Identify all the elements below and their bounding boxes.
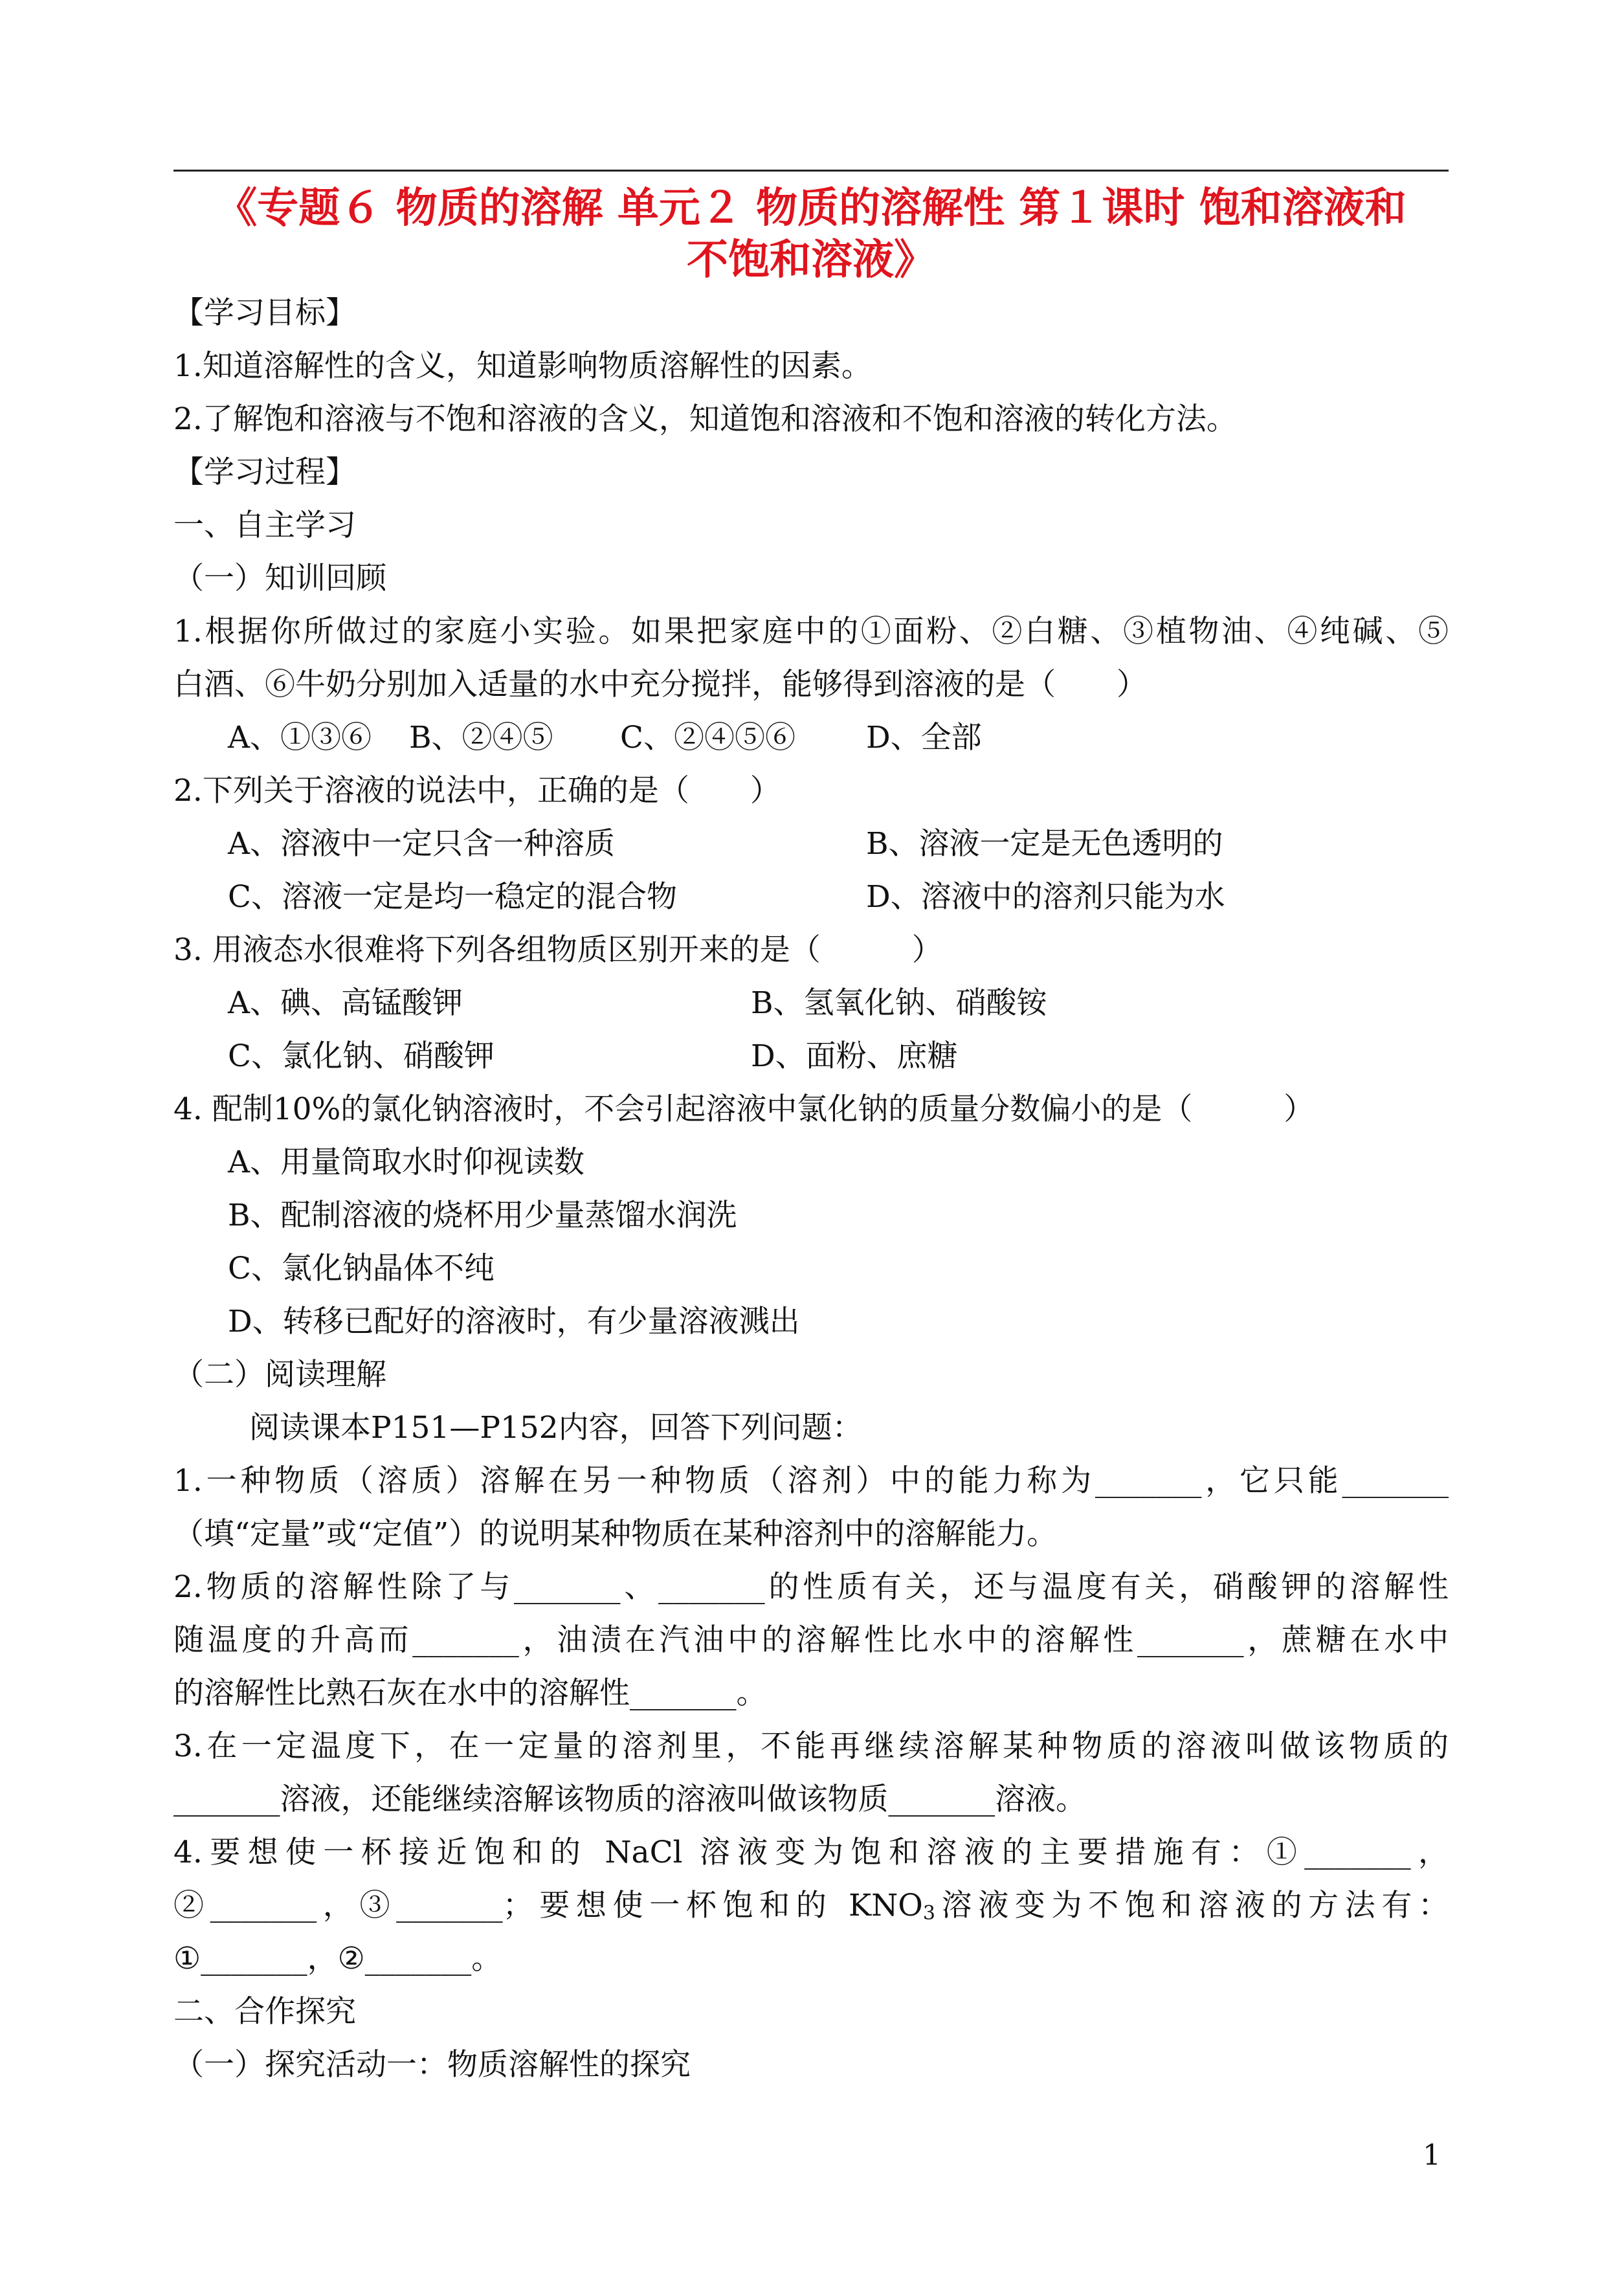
question-4-option-d: D、转移已配好的溶液时，有少量溶液溅出 (228, 1304, 800, 1339)
goal-item: 2.了解饱和溶液与不饱和溶液的含义，知道饱和溶液和不饱和溶液的转化方法。 (173, 401, 1237, 437)
question-2-stem: 2.下列关于溶液的说法中，正确的是（ ） (173, 773, 781, 809)
page-number: 1 (1423, 2139, 1441, 2172)
reading-question-4-line-2-part-b: 溶液变为不饱和溶液的方法有： (935, 1888, 1449, 1923)
part-heading-self-study: 一、自主学习 (173, 508, 356, 543)
question-4-stem: 4. 配制10%的氯化钠溶液时，不会引起溶液中氯化钠的质量分数偏小的是（ ） (173, 1091, 1315, 1127)
subsection-heading-reading: （二）阅读理解 (173, 1357, 386, 1393)
reading-question-3-line-1: 3.在一定温度下，在一定量的溶剂里，不能再继续溶解某种物质的溶液叫做该物质的 (173, 1728, 1449, 1764)
document-title-line-2: 不饱和溶液》 (687, 236, 935, 284)
question-1-stem-line-2: 白酒、⑥牛奶分别加入适量的水中充分搅拌，能够得到溶液的是（ ） (173, 667, 1147, 702)
question-1-stem-line-1: 1.根据你所做过的家庭小实验。如果把家庭中的①面粉、②白糖、③植物油、④纯碱、⑤ (173, 614, 1449, 649)
reading-question-4-line-2 (173, 1885, 1449, 1934)
question-3-option-d: D、面粉、庶糖 (751, 1038, 958, 1074)
reading-question-4-line-3: ①_______，②_______。 (173, 1941, 502, 1976)
reading-question-4-line-2-part-a: ②_______，③_______；要想使一杯饱和的 KNO (173, 1888, 923, 1923)
reading-question-1-line-1: 1.一种物质（溶质）溶解在另一种物质（溶剂）中的能力称为_______，它只能_______ (173, 1463, 1449, 1499)
header-rule (173, 170, 1449, 172)
reading-intro: 阅读课本P151—P152内容，回答下列问题： (249, 1410, 863, 1446)
reading-question-2-line-1: 2.物质的溶解性除了与_______、_______的性质有关，还与温度有关，硝酸钾的溶解性 (173, 1569, 1449, 1605)
question-4-option-c: C、氯化钠晶体不纯 (228, 1251, 495, 1286)
question-4-option-b: B、配制溶液的烧杯用少量蒸馏水润洗 (228, 1198, 737, 1233)
question-4-option-a: A、用量筒取水时仰视读数 (228, 1145, 584, 1180)
kno3-subscript: 3 (922, 1902, 935, 1925)
question-1-option-d: D、全部 (866, 720, 982, 755)
section-heading-goals: 【学习目标】 (173, 295, 356, 331)
reading-question-3-line-2: _______溶液，还能继续溶解该物质的溶液叫做该物质_______溶液。 (173, 1782, 1086, 1817)
question-2-option-a: A、溶液中一定只含一种溶质 (228, 826, 615, 862)
question-2-option-b: B、溶液一定是无色透明的 (866, 826, 1223, 862)
section-heading-process: 【学习过程】 (173, 454, 356, 490)
question-1-option-b: B、②④⑤ (409, 720, 553, 755)
question-1-option-c: C、②④⑤⑥ (620, 720, 795, 755)
document-title-line-1: 《专题６ 物质的溶解 单元２ 物质的溶解性 第１课时 饱和溶液和 (216, 184, 1407, 232)
reading-question-2-line-2: 随温度的升高而_______，油渍在汽油中的溶解性比水中的溶解性_______，蔗糖在水中 (173, 1622, 1449, 1658)
question-1-option-a: A、①③⑥ (228, 720, 372, 755)
reading-question-4-line-1: 4.要想使一杯接近饱和的 NaCl 溶液变为饱和溶液的主要措施有：①_______， (173, 1835, 1449, 1870)
subsection-heading-review: （一）知训回顾 (173, 561, 386, 596)
question-3-stem: 3. 用液态水很难将下列各组物质区别开来的是（ ） (173, 932, 942, 968)
reading-question-2-line-3: 的溶解性比熟石灰在水中的溶解性_______。 (173, 1675, 767, 1711)
question-2-option-c: C、溶液一定是均一稳定的混合物 (228, 879, 677, 915)
activity-heading-solubility: （一）探究活动一：物质溶解性的探究 (173, 2047, 691, 2083)
question-3-option-b: B、氢氧化钠、硝酸铵 (751, 985, 1047, 1021)
question-2-option-d: D、溶液中的溶剂只能为水 (866, 879, 1225, 915)
question-3-option-c: C、氯化钠、硝酸钾 (228, 1038, 495, 1074)
goal-item: 1.知道溶解性的含义，知道影响物质溶解性的因素。 (173, 348, 872, 384)
question-3-option-a: A、碘、高锰酸钾 (228, 985, 463, 1021)
reading-question-1-line-2: （填“定量”或“定值”）的说明某种物质在某种溶剂中的溶解能力。 (173, 1516, 1058, 1552)
part-heading-cooperative-inquiry: 二、合作探究 (173, 1994, 356, 2030)
